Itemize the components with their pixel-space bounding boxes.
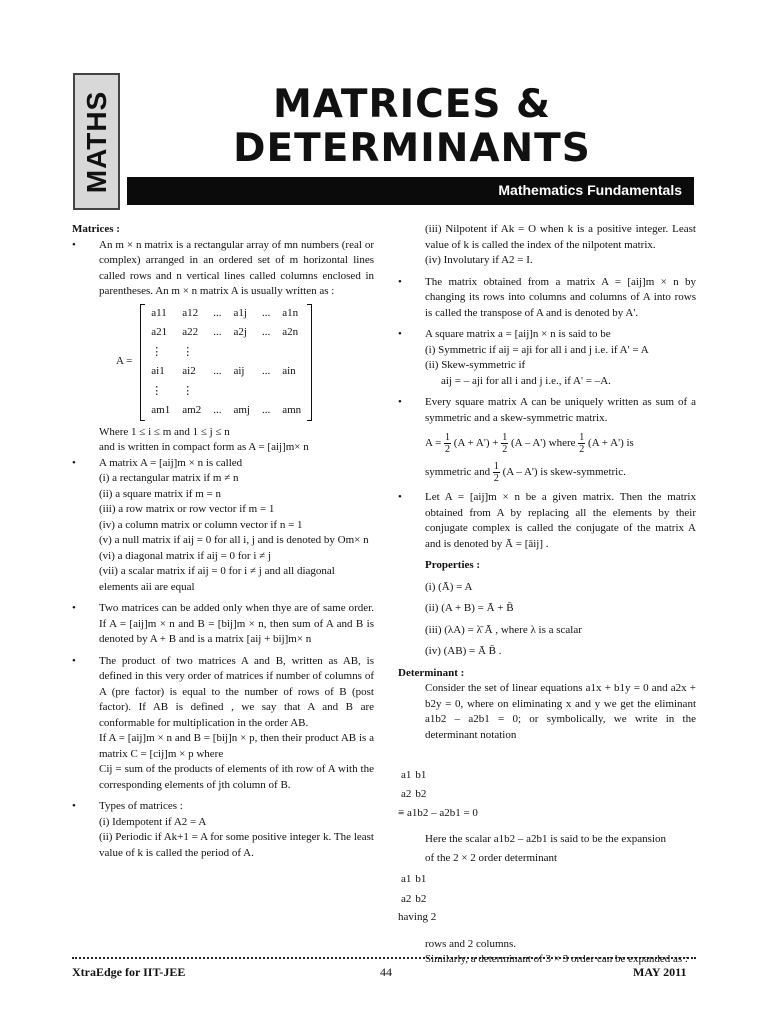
matrix-type-item: (vi) a diagonal matrix if aij = 0 for i ≠ j: [99, 549, 271, 562]
list-item: • Two matrices can be added only when thye are of same order. If A = [aij]m × n and B = [bij]m × n, then sum of A and B is denoted by A + B and is a matrix [aij + bij]m× n: [72, 602, 374, 645]
property-item: (iii) (λA) = λ̄ Ā , where λ is a scalar: [425, 623, 582, 636]
det-cell: b1: [415, 873, 427, 885]
matrix-cell: [276, 382, 307, 402]
list-item: • A square matrix a = [aij]n × n is said to be: [398, 328, 611, 340]
matrix-cell: [207, 382, 227, 402]
subject-tab: [73, 73, 120, 210]
fraction: $\frac{1}{2}$: [502, 432, 508, 455]
matrix-type-item: (v) a null matrix if aij = 0 for all i, j and is denoted by Om× n: [99, 534, 369, 546]
product-definition-text: If A = [aij]m × n and B = [bij]n × p, then their product AB is a matrix C = [cij]m × p where: [99, 732, 374, 760]
matrix-table: [145, 304, 307, 421]
det-cell: a2: [401, 788, 412, 800]
matrix-cell: ⋮: [151, 384, 163, 397]
matrix-cell: [227, 382, 256, 402]
general-matrix: [116, 304, 374, 421]
matrix-cell: ain: [282, 365, 296, 377]
matrix-bracket-right: [307, 304, 312, 421]
determinant-heading: Determinant :: [398, 666, 465, 679]
list-item: • Let A = [aij]m × n be a given matrix. Then the matrix obtained from A by replacing all the elements by their conjugate complex is called the conjugate of the matrix A and is denoted by Ā = [āij] .: [398, 491, 696, 550]
matrix-cell: ...: [213, 326, 222, 338]
matrix-cell: am1: [151, 404, 171, 416]
det-cell: b1: [415, 768, 427, 781]
matrix-cell: amn: [282, 404, 302, 416]
det-cell: a1: [401, 873, 412, 885]
matrix-cell: ...: [261, 326, 271, 338]
list-item: • The matrix obtained from a matrix A = [aij]m × n by changing its rows into columns and columns of A into rows is called the transpose of A and is denoted by A'.: [398, 275, 696, 319]
decomposition-equation: A = $\frac{1}{2}$ (A + A') + $\frac{1}{2}$ (A – A') where $\frac{1}{2}$ (A + A') is: [425, 432, 634, 455]
subject-tab-label: MATHS: [80, 90, 112, 193]
matrix-cell: ...: [213, 306, 222, 319]
right-column: (iii) Nilpotent if Ak = O when k is a positive integer. Least value of k is called the index of the nilpotent matrix. (iv) Involutary if A2 = I. • The matrix obtained from a matrix A = [aij]m × n by changing its rows into columns and columns of A into rows is called the transpose of A and is denoted by A'. • A square matrix a = [aij]n × n is said to be (i) Symmetric if aij = aji for all i and j i.e. if A' = A (ii) Skew-symmetric if aij = – aji for all i and j i.e., if A' = –A. • Every square matrix A can be uniquely written as sum of a symmetric and a skew-symmetric matrix. A = $\frac{1}{2}$ (A + A') + $\frac{1}{2}$ (A – A') where $\frac{1}{2}$ (A + A') is symmetric and $\frac{1}{2}$ (A – A') is skew-symmetric. • Let A = [aij]m × n be a given matrix. Then the matrix obtained from A by replacing all the elements by their conjugate complex is called the conjugate of the matrix A and is denoted by Ā = [āij] . Properties : (i) (Ā) = A (ii) (A + B) = Ā + B̄ (iii) (λA) = λ̄ Ā , where λ is a scalar (iv) (AB) = Ā B̄ . Determinant : Consider the set of linear equations a1x + b1y = 0 and a2x + b2y = 0, where on eliminating x and y we get the eliminant a1b2 – a2b1 = 0; or symbolically, we write in the determinant notation a1 b1 a2 b2 ≡ a1b2 – a2b1 = 0 Here the scalar a1b2 – a2b1 is said to be the expansion of the 2 × 2 order determinant a1 b1 a2 b2 having 2 rows and 2 columns. Similarly, a determinant of 3 × 3 order can be expanded as :: [398, 222, 696, 968]
matrix-cell: ...: [261, 365, 271, 377]
list-item: • The product of two matrices A and B, written as AB, is defined in this very order of matrices if number of columns of A (pre factor) is equal to the number of rows of B (post factor). If AB is defined , we say that A and B are conformable for multiplication in the order AB.: [72, 654, 374, 729]
compact-form-text: and is written in compact form as A = [aij]m× n: [99, 441, 309, 453]
expansion-text: Here the scalar a1b2 – a2b1 is said to be the expansion: [425, 833, 667, 845]
matrix-cell: ai2: [182, 365, 196, 377]
matrix-cell: ⋮: [151, 345, 163, 358]
list-item: • Every square matrix A can be uniquely written as sum of a symmetric and a skew-symmetric matrix.: [398, 396, 696, 424]
determinant-expression: [398, 746, 696, 762]
symmetry-item: aij = – aji for all i and j i.e., if A' = –A.: [441, 374, 611, 387]
matrix-cell: a11: [151, 306, 167, 319]
matrices-heading: Matrices :: [72, 223, 120, 235]
product-element-text: Cij = sum of the products of elements of ith row of A with the corresponding elements of jth column of B.: [99, 763, 374, 791]
det-cell: b2: [415, 788, 427, 800]
symmetry-item: (ii) Skew-symmetric if: [425, 359, 526, 371]
property-item: (ii) (A + B) = Ā + B̄: [425, 602, 514, 614]
det-cell: a1: [401, 768, 412, 781]
matrix-cell: a2n: [282, 326, 299, 338]
fraction: $\frac{1}{2}$: [445, 432, 451, 455]
rows-columns-text: rows and 2 columns.: [425, 937, 517, 950]
page-number: 44: [380, 965, 392, 979]
matrix-cell: a22: [182, 326, 199, 338]
matrix-cell: aij: [233, 365, 245, 377]
matrix-cell: ...: [261, 404, 271, 416]
fraction: $\frac{1}{2}$: [579, 432, 585, 455]
matrix-cell: [256, 382, 276, 402]
symmetry-item: (i) Symmetric if aij = aji for all i and j i.e. if A' = A: [425, 343, 649, 356]
page-title-line-2: DETERMINANTS: [233, 126, 591, 171]
matrix-cell: amj: [233, 404, 250, 416]
determinant-intro: Consider the set of linear equations a1x + b1y = 0 and a2x + b2y = 0, where on eliminating x and y we get the eliminant a1b2 – a2b1 = 0; or symbolically, we write in the determinant notation: [425, 682, 696, 741]
matrix-cell: a2j: [233, 326, 247, 338]
decomposition-equation-cont: symmetric and $\frac{1}{2}$ (A – A') is skew-symmetric.: [425, 461, 626, 484]
page-title-line-1: MATRICES &: [272, 82, 552, 127]
matrix-cell: ...: [213, 365, 222, 377]
footer-issue-date: MAY 2011: [633, 965, 687, 979]
matrix-cell: [256, 343, 276, 363]
det-cell: b2: [415, 892, 427, 905]
matrix-cell: ...: [261, 306, 271, 319]
matrix-type-item: (vii) a scalar matrix if aij = 0 for i ≠ j and all diagonal elements aii are equal: [99, 565, 335, 593]
section-banner: [127, 177, 694, 205]
matrix-type-item: (ii) Periodic if Ak+1 = A for some positive integer k. The least value of k is called the period of A.: [99, 831, 374, 859]
matrix-cell: [207, 343, 227, 363]
matrix-cell: am2: [182, 404, 202, 416]
matrix-cell: [227, 343, 256, 363]
footer-divider: [72, 957, 696, 959]
matrix-cell: ⋮: [182, 345, 194, 358]
matrix-cell: a1n: [282, 306, 299, 319]
matrix-type-item: (iv) a column matrix or column vector if n = 1: [99, 518, 303, 531]
properties-heading: Properties :: [425, 559, 481, 571]
three-order-text: Similarly, a determinant of 3 × 3 order can be expanded as :: [425, 953, 688, 965]
property-item: (iv) (AB) = Ā B̄ .: [425, 645, 502, 657]
index-range-text: Where 1 ≤ i ≤ m and 1 ≤ j ≤ n: [99, 425, 230, 438]
list-item: • Types of matrices :: [72, 800, 183, 812]
matrix-type-item: (i) Idempotent if A2 = A: [99, 815, 207, 828]
footer-publication: XtraEdge for IIT-JEE: [72, 965, 186, 979]
list-item: • A matrix A = [aij]m × n is called: [72, 456, 243, 469]
det-cell: a2: [401, 892, 412, 905]
matrix-type-item: (iv) Involutary if A2 = I.: [425, 254, 533, 266]
matrix-type-item: (iii) a row matrix or row vector if m = 1: [99, 503, 275, 515]
matrix-label: A =: [116, 355, 133, 368]
order-text: of the 2 × 2 order determinant: [425, 851, 558, 864]
banner-label: Mathematics Fundamentals: [498, 182, 682, 198]
matrix-cell: ...: [213, 404, 222, 416]
list-item: • An m × n matrix is a rectangular array of mn numbers (real or complex) arranged in an ordered set of m horizontal lines called rows and n vertical lines called columns enclosed in parentheses. An m × n matrix A is usually written as :: [72, 238, 374, 297]
matrix-cell: a1j: [233, 306, 247, 319]
matrix-type-item: (iii) Nilpotent if Ak = O when k is a positive integer. Least value of k is called the index of the nilpotent matrix.: [425, 223, 696, 251]
matrix-cell: a12: [182, 306, 199, 319]
matrix-type-item: (i) a rectangular matrix if m ≠ n: [99, 472, 239, 484]
fraction: $\frac{1}{2}$: [493, 461, 499, 484]
matrix-cell: a21: [151, 326, 168, 338]
matrix-type-item: (ii) a square matrix if m = n: [99, 487, 221, 500]
matrix-cell: [276, 343, 307, 363]
matrix-cell: ai1: [151, 365, 165, 377]
property-item: (i) (Ā) = A: [425, 580, 473, 593]
left-column: [72, 222, 374, 861]
matrix-cell: ⋮: [182, 384, 194, 397]
